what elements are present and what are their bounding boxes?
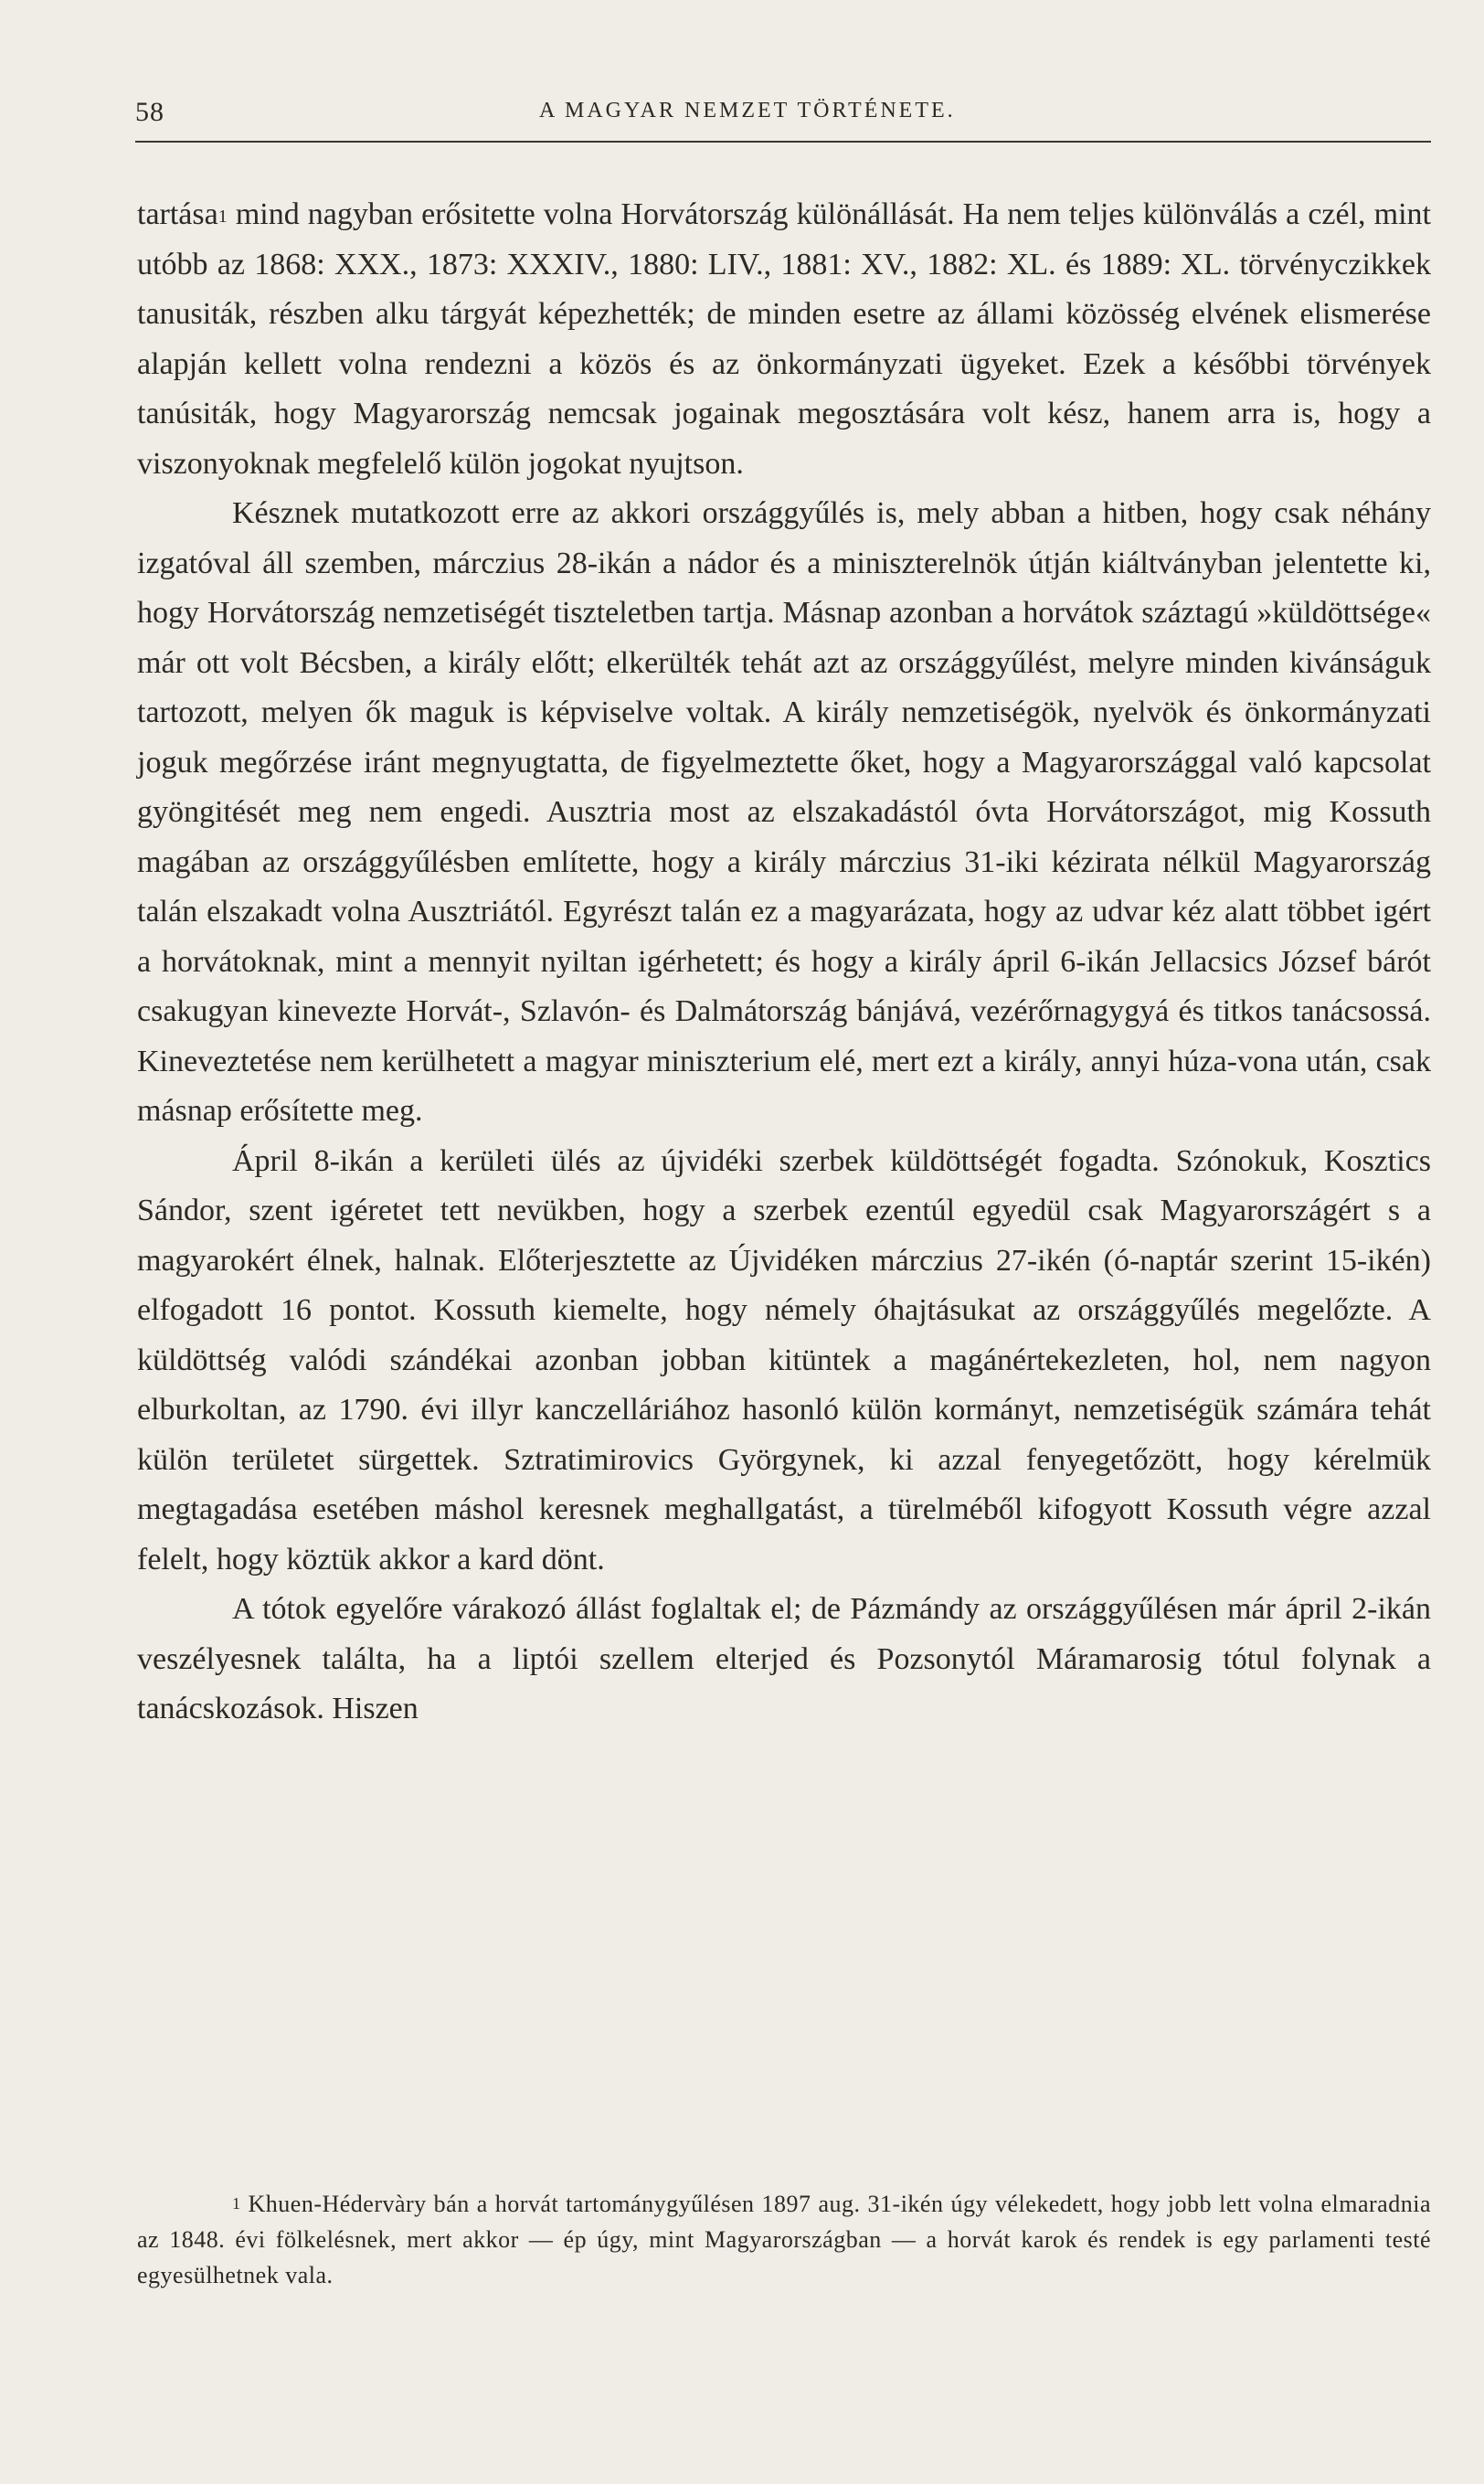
paragraph-1-start: tartása bbox=[137, 197, 218, 231]
paragraph-1 bbox=[137, 190, 1431, 489]
footnote bbox=[137, 2186, 1431, 2293]
footnote-text: Khuen-Hédervàry bán a horvát tartománygyűlésen 1897 aug. 31-ikén úgy vélekedett, hogy jobb lett volna elmaradnia az 1848. évi fölkelésnek, mert akkor — ép úgy, mint Magyarországban — a horvát karok és rendek is egy parlamenti testé egyesülhetnek vala. bbox=[137, 2191, 1431, 2288]
paragraph-1-rest: mind nagyban erősitette volna Horvátország különállását. Ha nem teljes különválás a czél, mint utóbb az 1868: XXX., 1873: XXXIV., 1880: LIV., 1881: XV., 1882: XL. és 1889: XL. törvényczikkek tanusiták, részben alku tárgyát képezhették; de minden esetre az állami közösség elvének elismerése alapján kellett volna rendezni a közös és az önkormányzati ügyeket. Ezek a későbbi törvények tanúsiták, hogy Magyarország nemcsak jogainak megosztására volt kész, hanem arra is, hogy a viszonyoknak megfelelő külön jogokat nyujtson. bbox=[137, 197, 1431, 481]
footnote-reference: 1 bbox=[217, 207, 228, 227]
main-text bbox=[137, 190, 1431, 1735]
paragraph-3: Ápril 8-ikán a kerületi ülés az újvidéki szerbek küldöttségét fogadta. Szónokuk, Kosztics Sándor, szent igéretet tett nevükben, hogy a szerbek ezentúl egyedül csak Magyarországért s a magyarokért élnek, halnak. Előterjesztette az Újvidéken márczius 27-ikén (ó-naptár szerint 15-ikén) elfogadott 16 pontot. Kossuth kiemelte, hogy némely óhajtásukat az országgyűlés megelőzte. A küldöttség valódi szándékai azonban jobban kitüntek a magánértekezleten, hol, nem nagyon elburkoltan, az 1790. évi illyr kanczelláriához hasonló külön kormányt, nemzetiségük számára tehát külön területet sürgettek. Sztratimirovics Györgynek, ki azzal fenyegetőzött, hogy kérelmük megtagadása esetében máshol keresnek meghallgatást, a türelméből kifogyott Kossuth végre azzal felelt, hogy köztük akkor a kard dönt. bbox=[137, 1143, 1431, 1576]
page-number: 58 bbox=[135, 97, 164, 127]
footnote-mark: 1 bbox=[232, 2194, 241, 2213]
paragraph-2: Késznek mutatkozott erre az akkori országgyűlés is, mely abban a hitben, hogy csak néhány izgatóval áll szemben, márczius 28-ikán a nádor és a miniszterelnök útján kiáltványban jelentette ki, hogy Horvátország nemzetiségét tiszteletben tartja. Másnap azonban a horvátok száztagú »küldöttsége« már ott volt Bécsben, a király előtt; elkerülték tehát azt az országgyűlést, melyre minden kivánságuk tartozott, melyen ők maguk is képviselve voltak. A király nemzetiségök, nyelvök és önkormányzati joguk megőrzése iránt megnyugtatta, de figyelmeztette őket, hogy a Magyarországgal való kapcsolat gyöngitését meg nem engedi. Ausztria most az elszakadástól óvta Horvátországot, mig Kossuth magában az országgyűlésben említette, hogy a király márczius 31-iki kézirata nélkül Magyarország talán elszakadt volna Ausztriától. Egyrészt talán ez a magyarázata, hogy az udvar kéz alatt többet igért a horvátoknak, mint a mennyit nyiltan igérhetett; és hogy a király ápril 6-ikán Jellacsics József bárót csakugyan kinevezte Horvát-, Szlavón- és Dalmátország bánjává, vezérőrnagygyá és titkos tanácsossá. Kineveztetése nem kerülhetett a magyar miniszterium elé, mert ezt a király, annyi húza-vona után, csak másnap erősítette meg. bbox=[137, 496, 1431, 1128]
paragraph-4: A tótok egyelőre várakozó állást foglaltak el; de Pázmándy az országgyűlésen már ápril 2-ikán veszélyesnek találta, ha a liptói szellem elterjed és Pozsonytól Máramarosig tótul folynak a tanácskozások. Hiszen bbox=[137, 1592, 1431, 1725]
page-header bbox=[135, 88, 1431, 143]
running-title: A MAGYAR NEMZET TÖRTÉNETE. bbox=[539, 99, 956, 122]
